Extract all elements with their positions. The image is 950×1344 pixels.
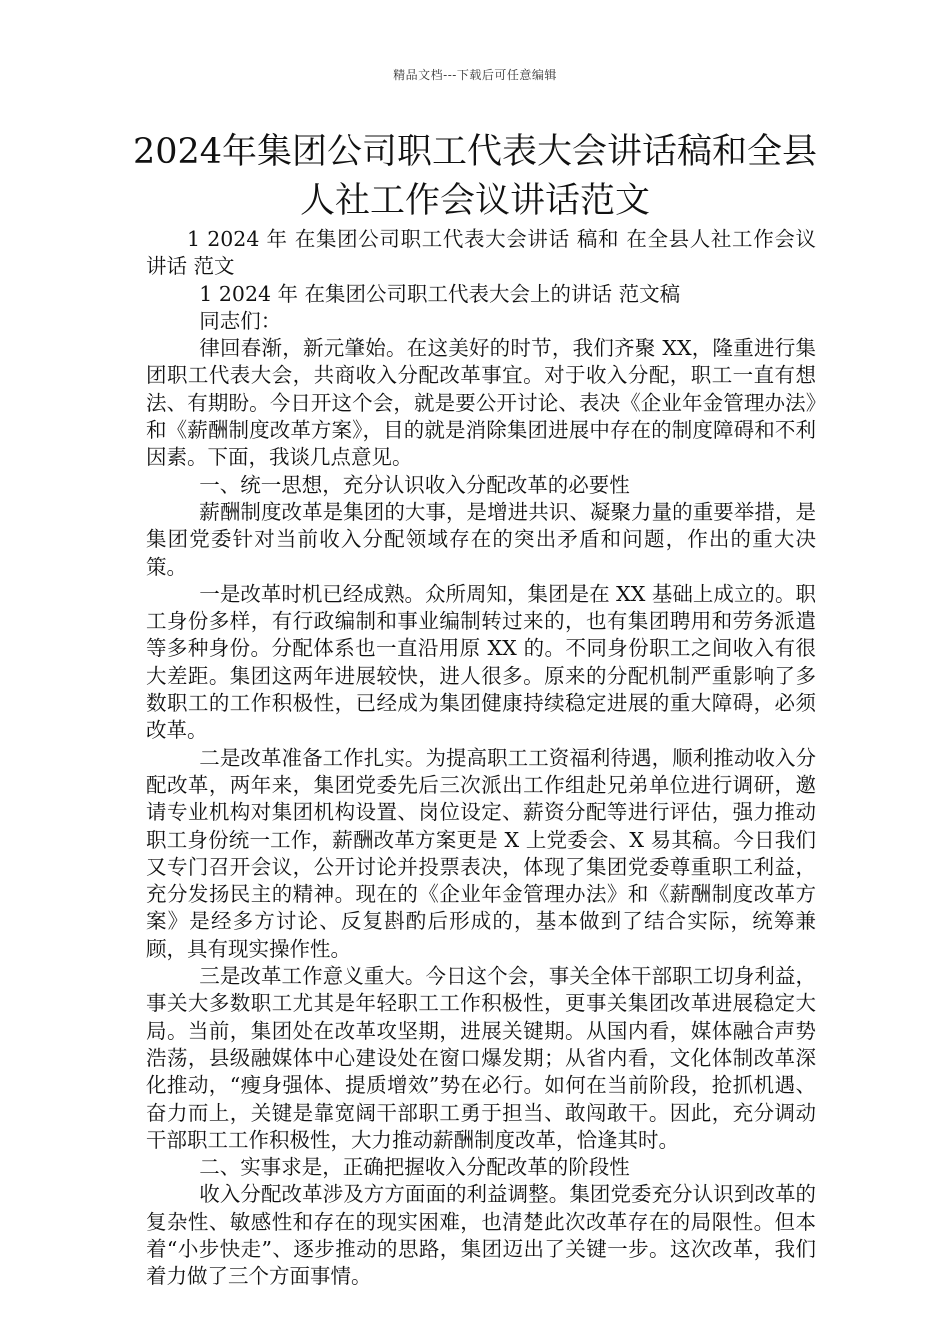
paragraph-point-3: 三是改革工作意义重大。今日这个会，事关全体干部职工切身利益，事关大多数职工尤其是年轻职工工作积极性，更事关集团改革进展稳定大局。当前，集团处在改革攻坚期，进展关键期。从国内看，媒体融合声势浩荡，县级融媒体中心建设处在窗口爆发期；从省内看，文化体制改革深化推动，“瘦身强体、提质增效”势在必行。如何在当前阶段，抢抓机遇、奋力而上，关键是靠宽阔干部职工勇于担当、敢闯敢干。因此，充分调动干部职工工作积极性，大力推动薪酬制度改革，恰逢其时。 [146, 964, 816, 1152]
document-title: 2024年集团公司职工代表大会讲话稿和全县人社工作会议讲话范文 [132, 132, 818, 221]
paragraph-point-2: 二是改革准备工作扎实。为提高职工工资福利待遇，顺利推动收入分配改革，两年来，集团党委先后三次派出工作组赴兄弟单位进行调研，邀请专业机构对集团机构设置、岗位设定、薪资分配等进行评估，强力推动职工身份统一工作，薪酬改革方案更是 X 上党委会、X 易其稿。今日我们又专门召开会议，公开讨论并投票表决，体现了集团党委尊重职工利益，充分发扬民主的精神。现在的《企业年金管理办法》和《薪酬制度改革方案》是经多方讨论、反复斟酌后形成的，基本做到了结合实际，统筹兼顾，具有现实操作性。 [146, 745, 816, 961]
paragraph-subtitle-2: 1 2024 年 在集团公司职工代表大会上的讲话 范文稿 [199, 281, 681, 306]
paragraph-salutation: 同志们： [199, 308, 282, 333]
paragraph-section-1-intro: 薪酬制度改革是集团的大事，是增进共识、凝聚力量的重要举措，是集团党委针对当前收入分配领域存在的突出矛盾和问题，作出的重大决策。 [146, 499, 816, 579]
paragraph-subtitle-1: 1 2024 年 在集团公司职工代表大会讲话 稿和 在全县人社工作会议讲话 范文 [146, 227, 816, 279]
header-note: 精品文档---下载后可任意编辑 [393, 68, 557, 82]
paragraph-opening: 律回春渐，新元肇始。在这美好的时节，我们齐聚 XX，隆重进行集团职工代表大会，共商收入分配改革事宜。对于收入分配，职工一直有想法、有期盼。今日开这个会，就是要公开讨论、表决《企业年金管理办法》和《薪酬制度改革方案》，目的就是消除集团进展中存在的制度障碍和不利因素。下面，我谈几点意见。 [146, 336, 816, 470]
paragraph-section-2-intro: 收入分配改革涉及方方面面的利益调整。集团党委充分认识到改革的复杂性、敏感性和存在的现实困难，也清楚此次改革存在的局限性。但本着“小步快走”、逐步推动的思路，集团迈出了关键一步。这次改革，我们着力做了三个方面事情。 [146, 1182, 816, 1289]
section-heading-2: 二、实事求是，正确把握收入分配改革的阶段性 [199, 1155, 630, 1180]
document-body [146, 226, 816, 1291]
paragraph-point-1: 一是改革时机已经成熟。众所周知，集团是在 XX 基础上成立的。职工身份多样，有行政编制和事业编制转过来的，也有集团聘用和劳务派遣等多种身份。分配体系也一直沿用原 XX 的。不同身份职工之间收入有很大差距。集团这两年进展较快，进人很多。原来的分配机制严重影响了多数职工的工作积极性，已经成为集团健康持续稳定进展的重大障碍，必须改革。 [146, 581, 816, 743]
section-heading-1: 一、统一思想，充分认识收入分配改革的必要性 [199, 472, 630, 497]
